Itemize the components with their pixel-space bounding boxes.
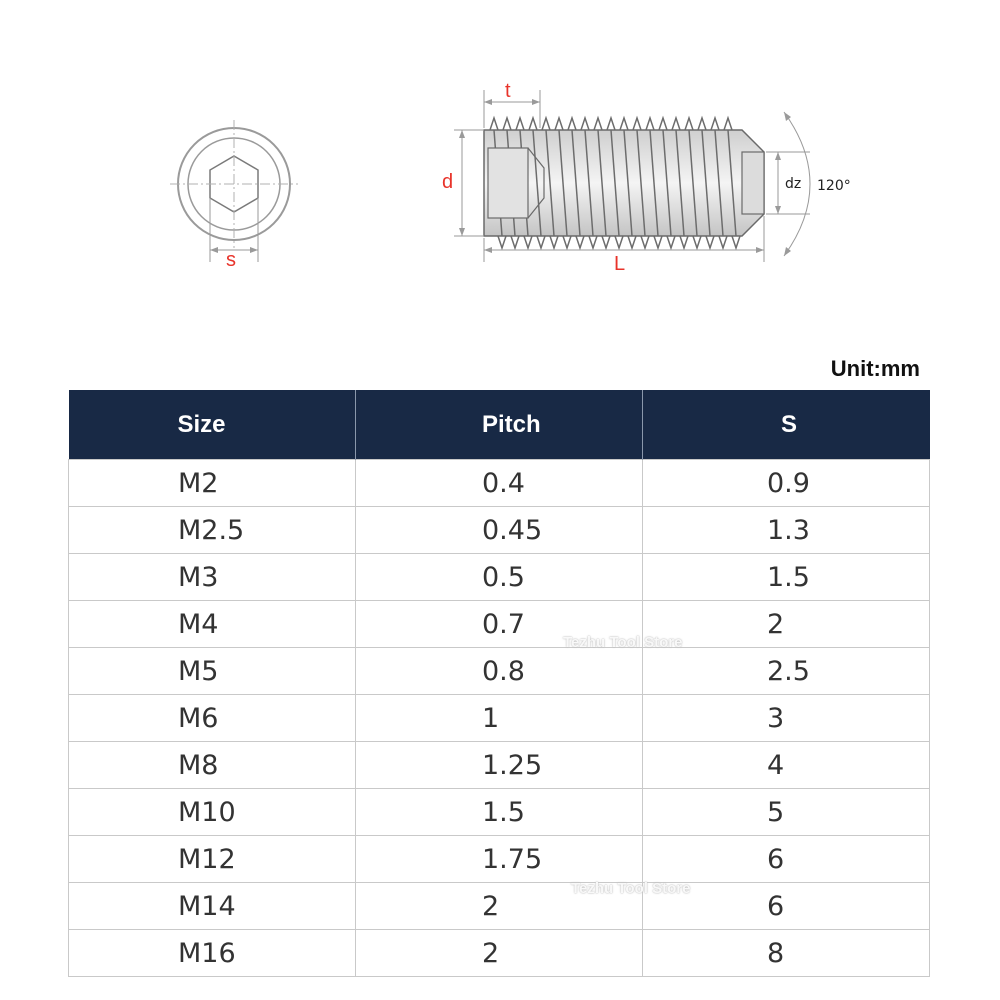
thread-crest [537, 236, 545, 248]
dz-dimension-label: dz [785, 176, 802, 192]
cell-size: M2 [69, 460, 356, 507]
table-row [69, 507, 930, 554]
cell-s: 6 [643, 836, 930, 883]
table-row [69, 930, 930, 977]
cell-size: M6 [69, 695, 356, 742]
thread-crest [498, 236, 506, 248]
spec-table [68, 390, 930, 977]
thread-crest [568, 118, 576, 130]
thread-crest [563, 236, 571, 248]
cell-pitch: 0.4 [356, 460, 643, 507]
header-pitch: Pitch [356, 390, 643, 460]
side-view [442, 80, 851, 275]
cell-s: 3 [643, 695, 930, 742]
cell-pitch: 1.5 [356, 789, 643, 836]
thread-crest [620, 118, 628, 130]
thread-crest [693, 236, 701, 248]
table-row [69, 883, 930, 930]
thread-crest [667, 236, 675, 248]
s-dimension-label: s [226, 249, 236, 271]
cell-pitch: 0.8 [356, 648, 643, 695]
cell-size: M4 [69, 601, 356, 648]
thread-crest [490, 118, 498, 130]
cell-size: M2.5 [69, 507, 356, 554]
table-row [69, 742, 930, 789]
thread-crest [594, 118, 602, 130]
cell-pitch: 0.45 [356, 507, 643, 554]
thread-crest [724, 118, 732, 130]
thread-crest [641, 236, 649, 248]
thread-crest [672, 118, 680, 130]
cell-s: 4 [643, 742, 930, 789]
thread-crest [589, 236, 597, 248]
cell-s: 2 [643, 601, 930, 648]
thread-crest [659, 118, 667, 130]
end-view [170, 120, 298, 271]
table-row [69, 554, 930, 601]
thread-crest [529, 118, 537, 130]
thread-crest [698, 118, 706, 130]
thread-crest [503, 118, 511, 130]
cell-pitch: 0.5 [356, 554, 643, 601]
angle-label: 120° [817, 178, 851, 194]
thread-crest [524, 236, 532, 248]
t-dimension-label: t [505, 80, 511, 102]
thread-crest [646, 118, 654, 130]
thread-crest [607, 118, 615, 130]
cell-pitch: 2 [356, 883, 643, 930]
header-s: S [643, 390, 930, 460]
thread-crest [516, 118, 524, 130]
thread-crest [511, 236, 519, 248]
table-row [69, 695, 930, 742]
table-row [69, 601, 930, 648]
thread-crest [550, 236, 558, 248]
cell-size: M12 [69, 836, 356, 883]
cell-size: M16 [69, 930, 356, 977]
cell-s: 6 [643, 883, 930, 930]
L-dimension-label: L [614, 253, 626, 275]
cell-pitch: 0.7 [356, 601, 643, 648]
thread-crest [581, 118, 589, 130]
cell-pitch: 1 [356, 695, 643, 742]
table-row [69, 836, 930, 883]
cell-s: 1.3 [643, 507, 930, 554]
watermark: Tezhu Tool Store [571, 880, 691, 897]
cell-size: M10 [69, 789, 356, 836]
thread-crest [732, 236, 740, 248]
thread-crest [680, 236, 688, 248]
thread-crest [719, 236, 727, 248]
cell-pitch: 1.75 [356, 836, 643, 883]
cell-s: 2.5 [643, 648, 930, 695]
cell-pitch: 1.25 [356, 742, 643, 789]
table-row [69, 460, 930, 507]
table-row [69, 789, 930, 836]
thread-crest [654, 236, 662, 248]
cell-pitch: 2 [356, 930, 643, 977]
cell-s: 5 [643, 789, 930, 836]
cell-s: 0.9 [643, 460, 930, 507]
thread-crest [555, 118, 563, 130]
thread-crest [602, 236, 610, 248]
cell-s: 1.5 [643, 554, 930, 601]
table-row [69, 648, 930, 695]
header-size: Size [69, 390, 356, 460]
cell-size: M8 [69, 742, 356, 789]
table-header-row [69, 390, 930, 460]
cell-size: M14 [69, 883, 356, 930]
d-dimension-label: d [442, 171, 454, 193]
watermark: Tezhu Tool Store [563, 634, 683, 651]
cell-size: M3 [69, 554, 356, 601]
thread-crest [542, 118, 550, 130]
thread-crest [711, 118, 719, 130]
cell-size: M5 [69, 648, 356, 695]
unit-label: Unit:mm [830, 356, 920, 381]
screw-technical-drawing [0, 0, 1000, 320]
thread-crest [706, 236, 714, 248]
cell-s: 8 [643, 930, 930, 977]
thread-crest [633, 118, 641, 130]
thread-crest [685, 118, 693, 130]
thread-crest [615, 236, 623, 248]
thread-crest [576, 236, 584, 248]
thread-crest [628, 236, 636, 248]
